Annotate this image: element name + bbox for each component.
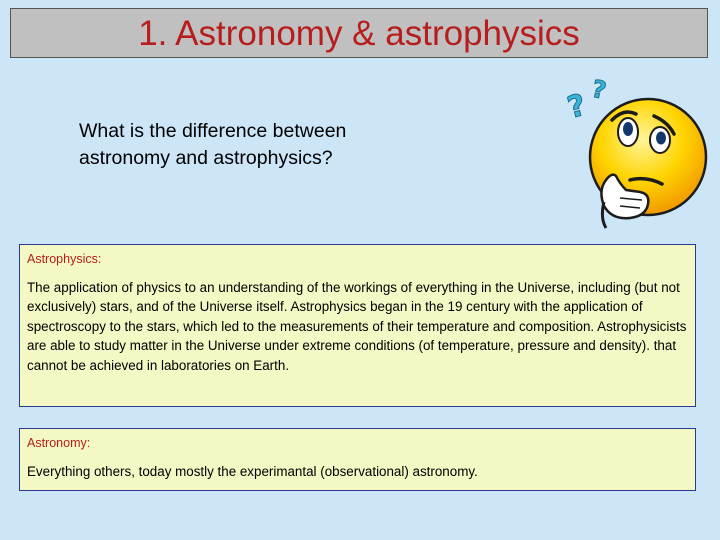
astronomy-text: Everything others, today mostly the experimantal (observational) astronomy. <box>27 464 478 479</box>
astrophysics-definition-box <box>19 244 696 407</box>
question-text: What is the difference between astronomy and astrophysics? <box>79 120 347 169</box>
title-bar <box>10 8 708 58</box>
thinking-smiley-icon <box>560 72 710 232</box>
astrophysics-text: The application of physics to an understanding of the workings of everything in the Universe, including (but not exclusively) stars, and of the Universe itself. Astrophysics began in the 19 century with the application of spectroscopy to the stars, which led to the measurements of their temperature and composition. Astrophysicists are able to study matter in the Universe under extreme conditions (of temperature, pressure and density). that cannot be achieved in laboratories on Earth. <box>27 280 687 373</box>
question-mark-icon: ? <box>563 87 590 126</box>
question-mark-icon-2: ? <box>589 74 609 105</box>
page-title: 1. Astronomy & astrophysics <box>138 13 580 53</box>
astronomy-definition-box <box>19 428 696 491</box>
astrophysics-label: Astrophysics: <box>27 252 102 266</box>
astronomy-label: Astronomy: <box>27 436 91 450</box>
